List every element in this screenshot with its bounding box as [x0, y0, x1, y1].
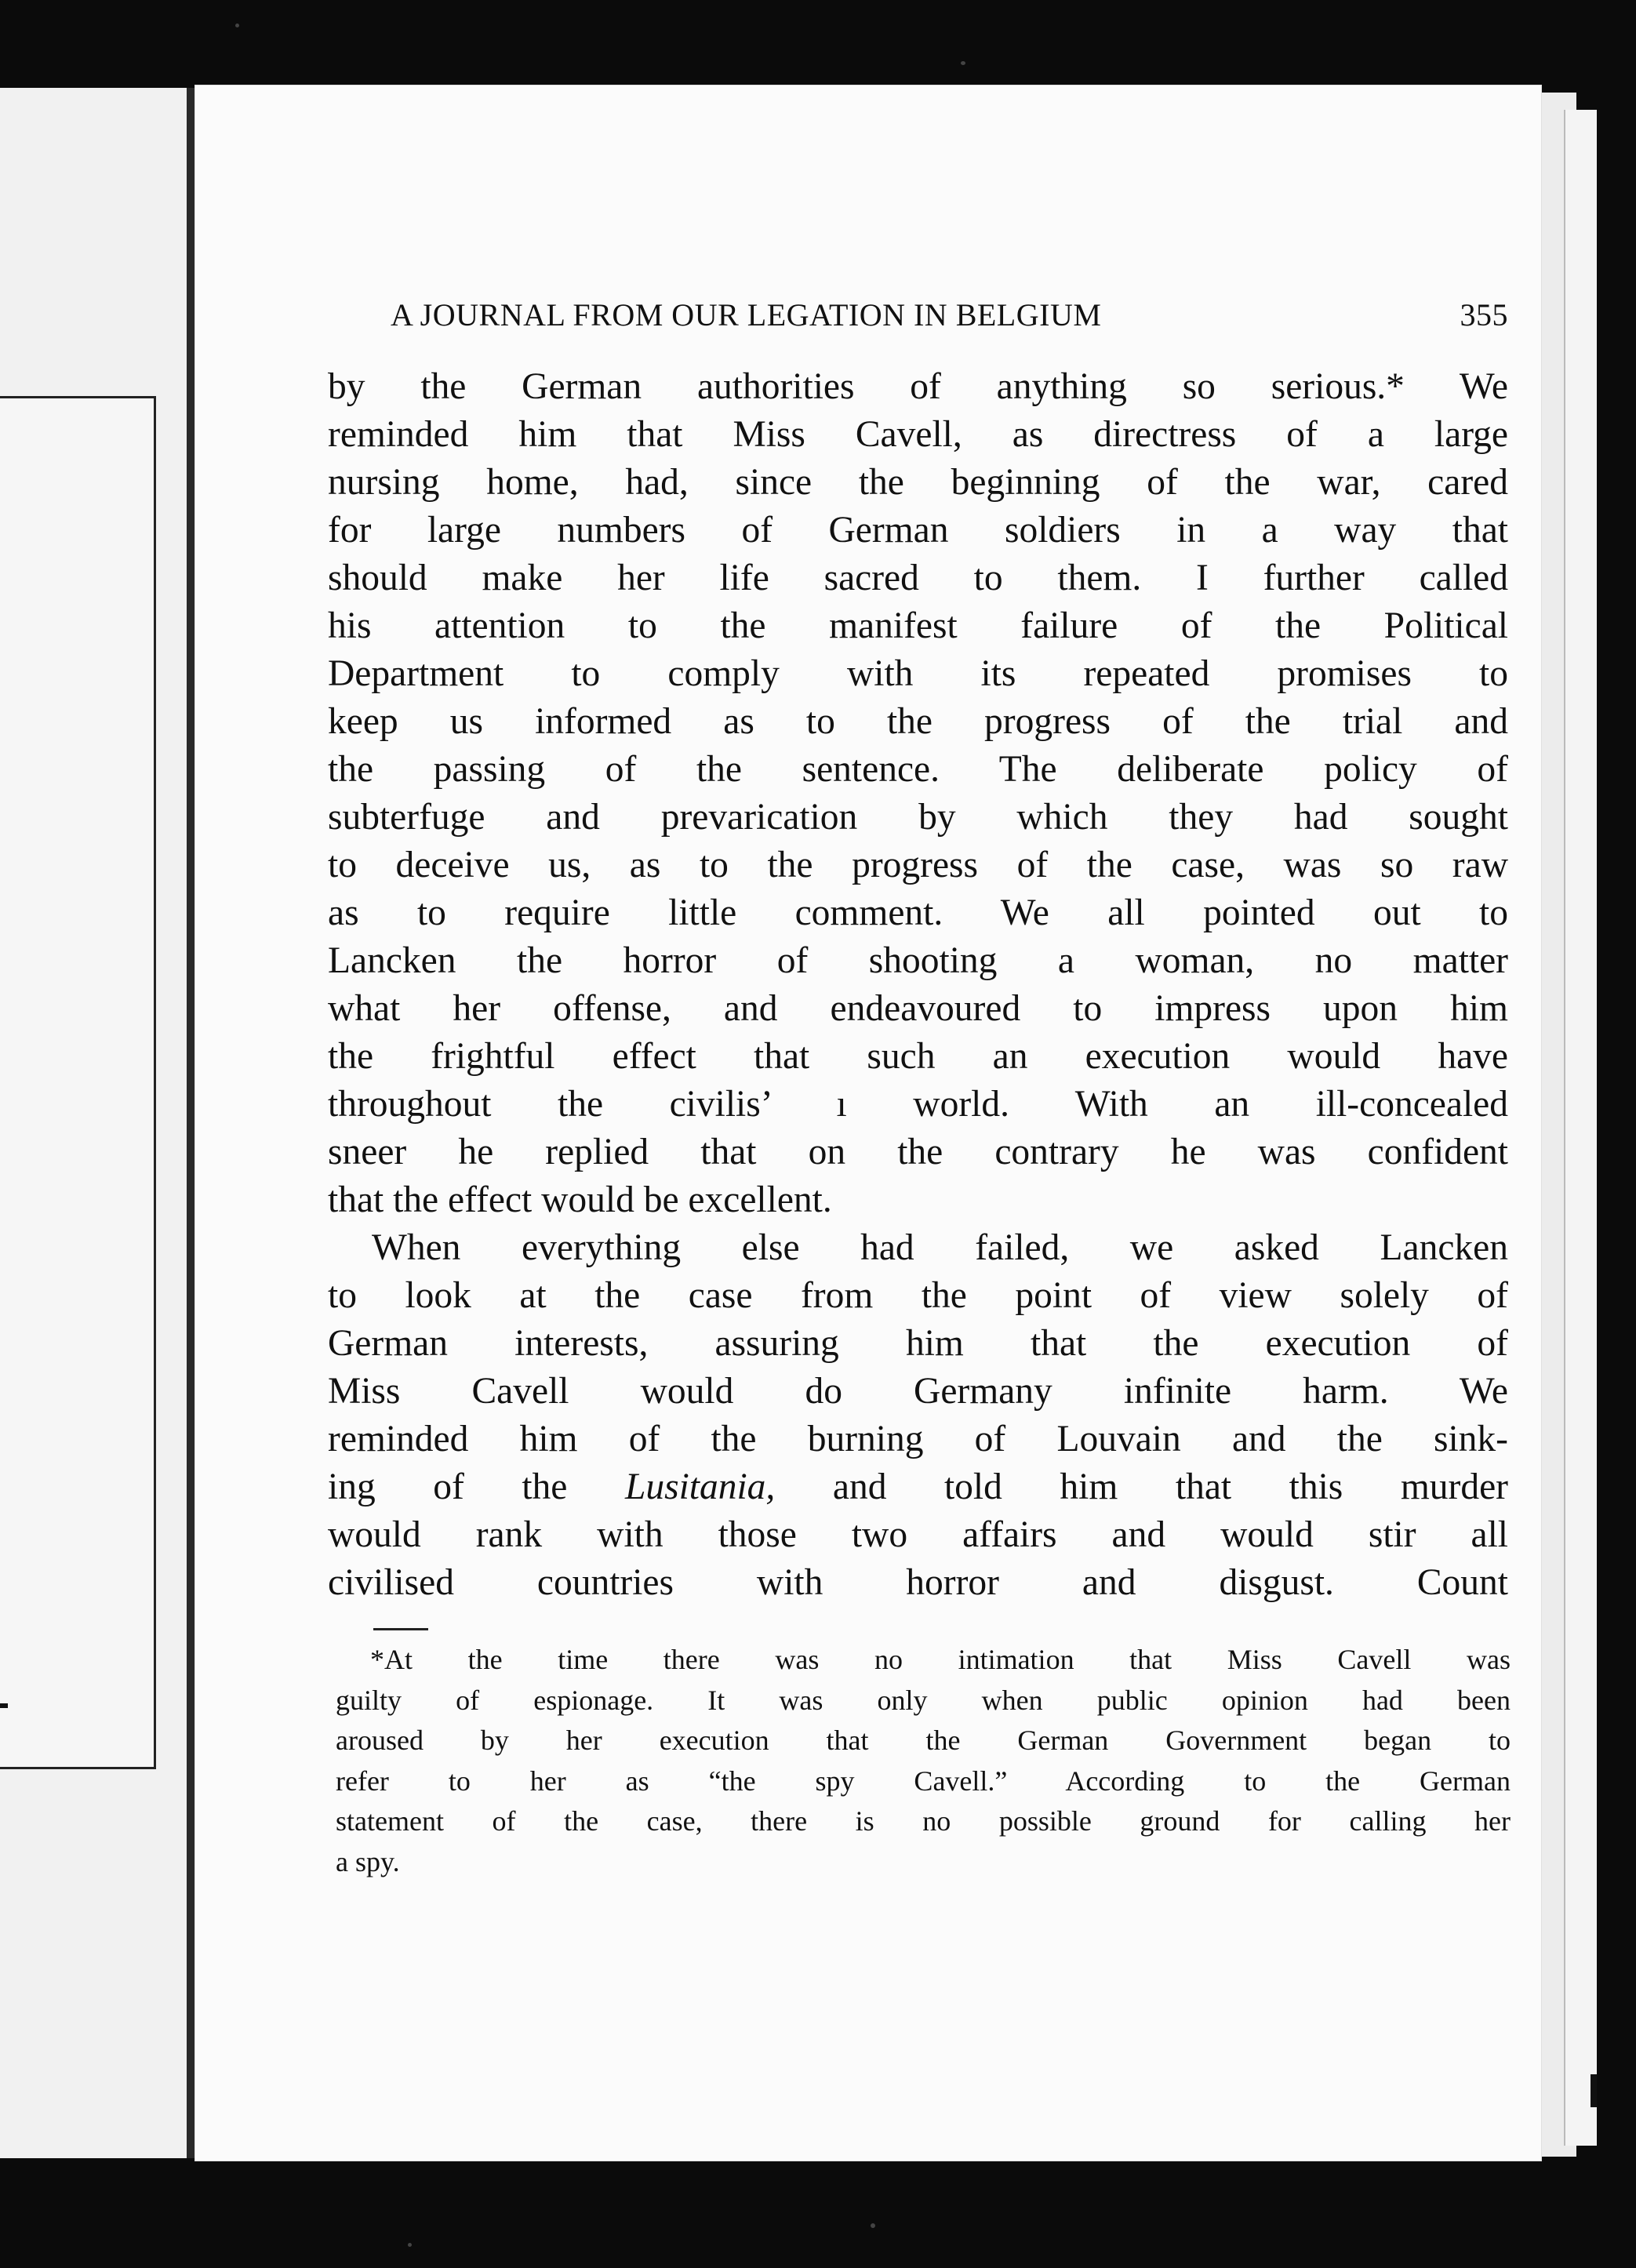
text-line-with-italic	[328, 1463, 1508, 1511]
footnote-line: guilty of espionage. It was only when public opinion had been	[336, 1684, 1511, 1716]
paragraph-2	[328, 1224, 1508, 1607]
text-line: would rank with those two affairs and would stir all	[328, 1514, 1508, 1555]
scan-speck	[408, 2243, 412, 2247]
text-line: civilised countries with horror and disgust. Count	[328, 1562, 1508, 1603]
text-line: his attention to the manifest failure of the Political	[328, 605, 1508, 646]
facing-page-frame	[0, 396, 156, 1769]
book-gutter	[187, 88, 195, 2158]
scan-speck	[961, 61, 965, 65]
body-text	[328, 363, 1508, 1607]
running-head-title: A JOURNAL FROM OUR LEGATION IN BELGIUM	[391, 297, 1102, 333]
text-line: subterfuge and prevarication by which they had sought	[328, 797, 1508, 838]
text-line: that the effect would be excellent.	[328, 1179, 832, 1220]
text-fragment: ing of the	[328, 1467, 568, 1507]
text-line: reminded him that Miss Cavell, as directress of a large	[328, 414, 1508, 455]
text-line: sneer he replied that on the contrary he was confident	[328, 1132, 1508, 1172]
footnote-line: aroused by her execution that the German Government began to	[336, 1725, 1511, 1756]
page-stack-mark	[1591, 2074, 1597, 2107]
footnote-line: statement of the case, there is no possible ground for calling her	[336, 1805, 1511, 1837]
text-fragment: and told him that this murder	[832, 1467, 1508, 1507]
text-line: keep us informed as to the progress of the trial and	[328, 701, 1508, 742]
text-line: to look at the case from the point of view solely of	[328, 1275, 1508, 1316]
text-line: When everything else had failed, we asked Lancken	[372, 1227, 1508, 1268]
text-line: throughout the civilis’ ı world. With an ill-concealed	[328, 1084, 1508, 1125]
facing-page-mark	[0, 1703, 8, 1708]
text-line: reminded him of the burning of Louvain and the sink-	[328, 1419, 1508, 1459]
text-line: German interests, assuring him that the execution of	[328, 1323, 1508, 1364]
footnote	[336, 1640, 1511, 1882]
text-line: should make her life sacred to them. I further called	[328, 558, 1508, 598]
text-line: the frightful effect that such an execution would have	[328, 1036, 1508, 1077]
book-page	[195, 85, 1542, 2161]
text-line: what her offense, and endeavoured to impress upon him	[328, 988, 1508, 1029]
text-line: for large numbers of German soldiers in a way that	[328, 510, 1508, 551]
text-line: Lancken the horror of shooting a woman, no matter	[328, 940, 1508, 981]
text-line: nursing home, had, since the beginning of the war, cared	[328, 462, 1508, 503]
footnote-line: a spy.	[336, 1845, 400, 1877]
footnote-line: refer to her as “the spy Cavell.” According to the German	[336, 1765, 1511, 1797]
footnote-rule	[373, 1628, 428, 1630]
paragraph-1	[328, 363, 1508, 1224]
text-line: the passing of the sentence. The deliberate policy of	[328, 749, 1508, 790]
footnote-line: *At the time there was no intimation that Miss Cavell was	[370, 1644, 1511, 1675]
text-line: Miss Cavell would do Germany infinite harm. We	[328, 1371, 1508, 1412]
page-number: 355	[1460, 297, 1508, 333]
text-line: to deceive us, as to the progress of the case, was so raw	[328, 845, 1508, 885]
scan-speck	[235, 24, 239, 27]
text-line: as to require little comment. We all pointed out to	[328, 892, 1508, 933]
text-line: by the German authorities of anything so serious.* We	[328, 366, 1508, 407]
italic-ship-name: Lusitania,	[624, 1467, 776, 1507]
scan-speck	[871, 2223, 875, 2228]
page-stack-edge-inner	[1564, 110, 1597, 2146]
text-line: Department to comply with its repeated promises to	[328, 653, 1508, 694]
